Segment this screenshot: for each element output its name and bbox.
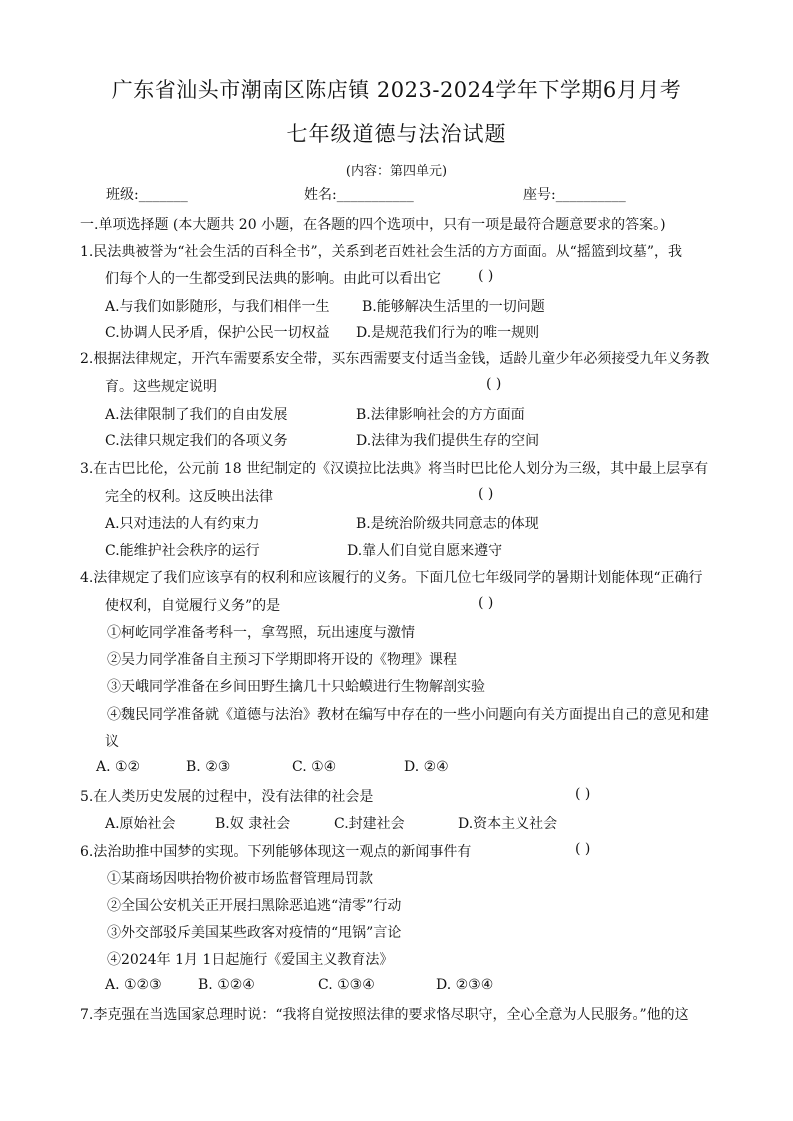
- section-heading: 一.单项选择题 (本大题共 20 小题，在各题的四个选项中，只有一项是最符合题意要求的答案。): [80, 217, 666, 233]
- q2-option-a: A.法律限制了我们的自由发展: [105, 407, 288, 423]
- q6-option-a: A. ①②③: [105, 977, 162, 993]
- q3-option-d: D.靠人们自觉自愿来遵守: [347, 543, 503, 559]
- q6-stem: 6.法治助推中国梦的实现。下列能够体现这一观点的新闻事件有: [80, 844, 472, 860]
- q1-option-d: D.是规范我们行为的唯一规则: [356, 325, 540, 341]
- q6-option-c: C. ①③④: [318, 977, 375, 993]
- q2-stem-line1: 2.根据法律规定，开汽车需要系安全带，买东西需要支付适当金钱，适龄儿童少年必须接受九年义务教: [80, 351, 710, 367]
- q4-option-c: C. ①④: [292, 759, 337, 775]
- q6-item-4: ④2024年 1月 1日起施行《爱国主义教育法》: [107, 952, 394, 968]
- q4-item-4-line1: ④魏民同学准备就《道德与法治》教材在编写中存在的一些小问题向有关方面提出自己的意见和建: [107, 707, 709, 723]
- q5-answer-bracket: ( ): [575, 786, 591, 802]
- q1-stem-line1: 1.民法典被誉为“社会生活的百科全书”，关系到老百姓社会生活的方方面面。从“摇篮到坟墓”，我: [80, 244, 682, 260]
- q3-stem-line1: 3.在古巴比伦，公元前 18 世纪制定的《汉谟拉比法典》将当时巴比伦人划分为三级，其中最上层享有: [80, 461, 709, 477]
- q2-answer-bracket: ( ): [486, 376, 502, 392]
- name-field: 姓名:___________: [304, 187, 414, 203]
- seat-field: 座号:__________: [523, 187, 626, 203]
- q4-option-b: B. ②③: [186, 759, 231, 775]
- q3-answer-bracket: ( ): [478, 486, 494, 502]
- q5-option-d: D.资本主义社会: [458, 816, 558, 832]
- q4-option-a: A. ①②: [96, 759, 141, 775]
- q2-stem-line2: 育。这些规定说明: [105, 379, 217, 395]
- q4-item-4-line2: 议: [105, 734, 119, 750]
- q4-item-3: ③天峨同学准备在乡间田野生擒几十只蛤蟆进行生物解剖实验: [107, 679, 485, 695]
- q4-stem-line1: 4.法律规定了我们应该享有的权利和应该履行的义务。下面几位七年级同学的暑期计划能体现“正确行: [80, 570, 703, 586]
- class-field: 班级:_______: [106, 187, 188, 203]
- q3-stem-line2: 完全的权利。这反映出法律: [105, 489, 273, 505]
- exam-scope: (内容：第四单元): [345, 164, 448, 179]
- student-info-row: [0, 184, 793, 206]
- q1-option-c: C.协调人民矛盾，保护公民一切权益: [105, 325, 330, 341]
- q2-option-c: C.法律只规定我们的各项义务: [105, 433, 288, 449]
- q6-item-2: ②全国公安机关正开展扫黑除恶追逃“清零”行动: [107, 898, 402, 914]
- q4-answer-bracket: ( ): [478, 595, 494, 611]
- q4-item-1: ①柯屹同学准备考科一，拿驾照，玩出速度与激情: [107, 625, 415, 641]
- q6-answer-bracket: ( ): [575, 841, 591, 857]
- q2-option-d: D.法律为我们提供生存的空间: [356, 433, 540, 449]
- q3-option-b: B.是统治阶级共同意志的体现: [356, 516, 539, 532]
- q4-stem-line2: 使权利，自觉履行义务”的是: [105, 598, 281, 614]
- q5-option-c: C.封建社会: [334, 816, 405, 832]
- q6-option-b: B. ①②④: [198, 977, 255, 993]
- exam-title: 广东省汕头市潮南区陈店镇 2023-2024学年下学期6月月考: [111, 78, 682, 102]
- q1-answer-bracket: ( ): [478, 268, 494, 284]
- q2-option-b: B.法律影响社会的方方面面: [356, 407, 525, 423]
- q5-stem: 5.在人类历史发展的过程中，没有法律的社会是: [80, 789, 374, 805]
- q6-item-1: ①某商场因哄抬物价被市场监督管理局罚款: [107, 871, 373, 887]
- q5-option-a: A.原始社会: [105, 816, 176, 832]
- q1-stem-line2: 们每个人的一生都受到民法典的影响。由此可以看出它: [105, 271, 441, 287]
- q3-option-c: C.能维护社会秩序的运行: [105, 543, 260, 559]
- q6-option-d: D. ②③④: [436, 977, 494, 993]
- q4-item-2: ②吴力同学准备自主预习下学期即将开设的《物理》课程: [107, 652, 457, 668]
- q1-option-b: B.能够解决生活里的一切问题: [362, 299, 545, 315]
- q5-option-b: B.奴 隶社会: [215, 816, 291, 832]
- exam-subtitle: 七年级道德与法治试题: [286, 122, 507, 146]
- q3-option-a: A.只对违法的人有约束力: [105, 516, 260, 532]
- q4-option-d: D. ②④: [404, 759, 449, 775]
- q1-option-a: A.与我们如影随形，与我们相伴一生: [105, 299, 330, 315]
- q7-stem-line1: 7.李克强在当选国家总理时说：“我将自觉按照法律的要求恪尽职守，全心全意为人民服务。”他的这: [80, 1007, 689, 1023]
- q6-item-3: ③外交部驳斥美国某些政客对疫情的“甩锅”言论: [107, 925, 402, 941]
